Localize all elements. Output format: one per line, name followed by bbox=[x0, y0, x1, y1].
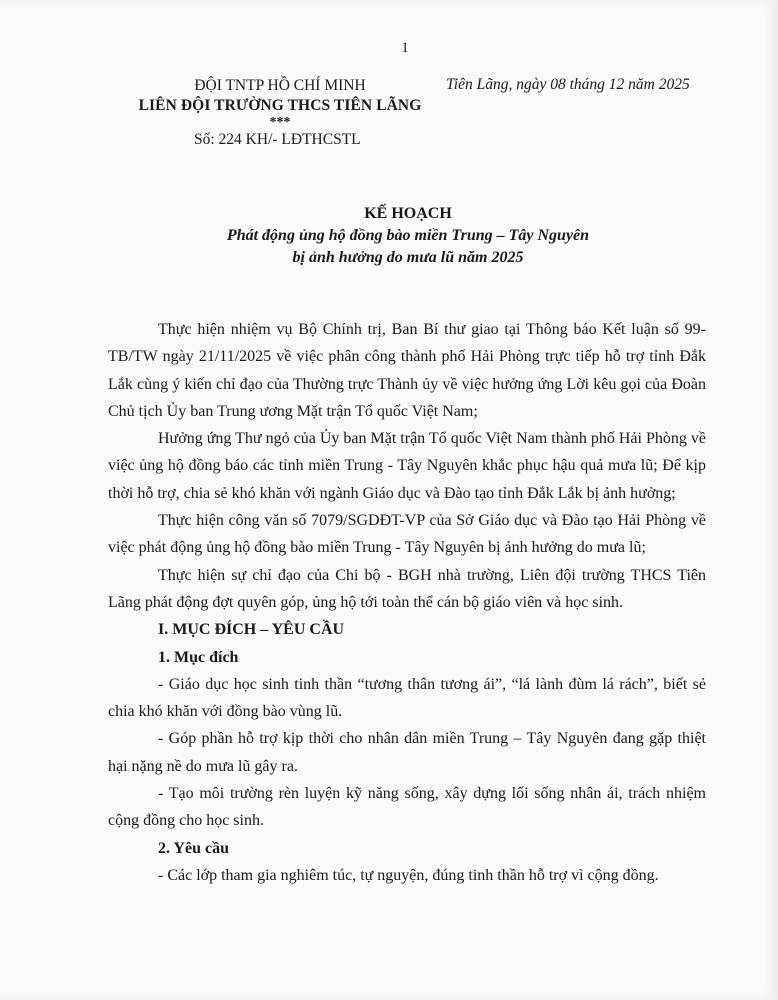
document-body bbox=[108, 316, 706, 889]
paragraph: Hưởng ứng Thư ngỏ của Ủy ban Mặt trận Tổ quốc Việt Nam thành phố Hải Phòng về việc ủng hộ đồng báo các tỉnh miền Trung - Tây Nguyên khắc phục hậu quả mưa lũ; Để kịp thời hỗ trợ, chia sẻ khó khăn với ngành Giáo dục và Đào tạo tỉnh Đắk Lắk bị ảnh hưởng; bbox=[108, 430, 706, 502]
subsection-heading: 1. Mục đích bbox=[158, 648, 239, 666]
title-subject-line-1: Phát động ủng hộ đồng bào miền Trung – Tây Nguyên bbox=[226, 227, 590, 244]
organization-name: ĐỘI TNTP HỒ CHÍ MINH bbox=[194, 77, 366, 94]
document-number: Số: 224 KH/- LĐTHCSTL bbox=[194, 131, 361, 148]
list-item: - Tạo môi trường rèn luyện kỹ năng sống, xây dựng lối sống nhân ái, trách nhiệm cộng đồng cho học sinh. bbox=[108, 785, 706, 830]
page-number: 1 bbox=[401, 40, 409, 56]
document-title bbox=[0, 203, 778, 269]
separator-stars: *** bbox=[269, 115, 291, 130]
list-item: - Góp phần hỗ trợ kịp thời cho nhân dân miền Trung – Tây Nguyên đang gặp thiệt hại nặng nề do mưa lũ gây ra. bbox=[108, 730, 706, 775]
issuer-block bbox=[120, 76, 440, 129]
section-heading: I. MỤC ĐÍCH – YÊU CẦU bbox=[158, 621, 345, 639]
list-item: - Giáo dục học sinh tinh thần “tương thân tương ái”, “lá lành đùm lá rách”, biết sẻ chia khó khăn với đồng bào vùng lũ. bbox=[108, 675, 706, 721]
paragraph: Thực hiện nhiệm vụ Bộ Chính trị, Ban Bí thư giao tại Thông báo Kết luận số 99-TB/TW ngày 21/11/2025 về việc phân công thành phố Hải Phòng trực tiếp hỗ trợ tỉnh Đắk Lắk cùng ý kiến chỉ đạo của Thường trực Thành ủy về việc hưởng ứng Lời kêu gọi của Đoàn Chủ tịch Ủy ban Trung ương Mặt trận Tổ quốc Việt Nam; bbox=[108, 321, 706, 420]
title-subject-line-2: bị ảnh hưởng do mưa lũ năm 2025 bbox=[292, 249, 524, 266]
school-name: LIÊN ĐỘI TRƯỜNG THCS TIÊN LÃNG bbox=[138, 97, 422, 114]
paragraph: Thực hiện công văn số 7079/SGDĐT-VP của Sở Giáo dục và Đào tạo Hải Phòng về việc phát động ủng hộ đồng bào miền Trung - Tây Nguyên bị ảnh hưởng do mưa lũ; bbox=[108, 512, 706, 557]
place-date: Tiên Lãng, ngày 08 tháng 12 năm 2025 bbox=[446, 76, 690, 93]
subsection-heading: 2. Yêu cầu bbox=[158, 839, 229, 857]
paragraph: Thực hiện sự chỉ đạo của Chi bộ - BGH nhà trường, Liên đội trường THCS Tiên Lãng phát động đợt quyên góp, ủng hộ tới toàn thể cán bộ giáo viên và học sinh. bbox=[108, 566, 706, 611]
list-item: - Các lớp tham gia nghiêm túc, tự nguyện, đúng tinh thần hỗ trợ vì cộng đồng. bbox=[158, 866, 659, 884]
title-type: KẾ HOẠCH bbox=[364, 205, 452, 222]
